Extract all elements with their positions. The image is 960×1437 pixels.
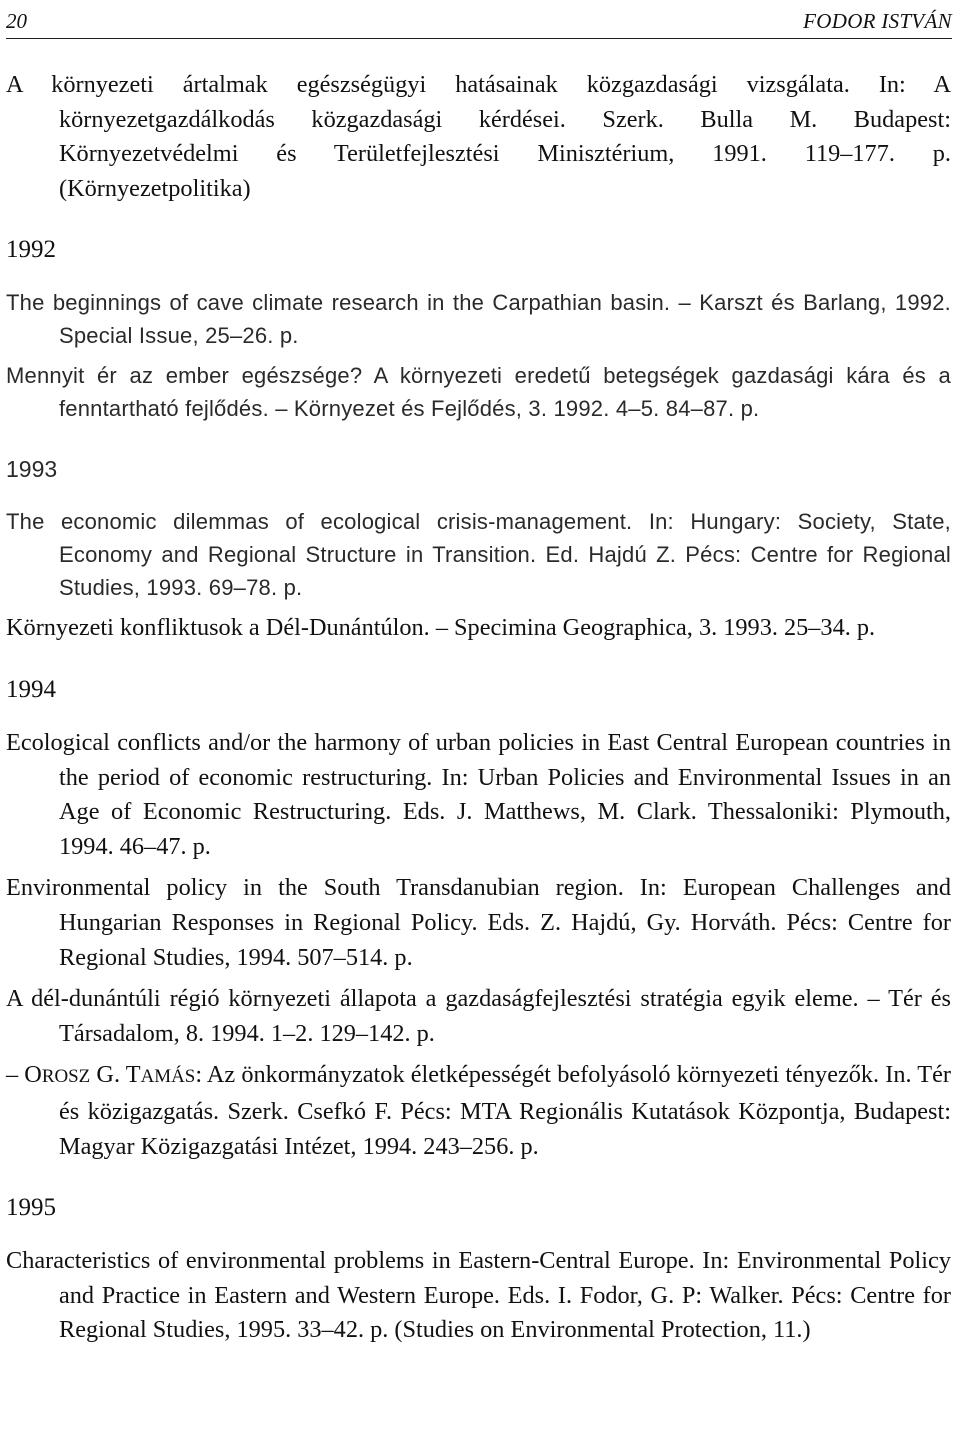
coauthor-initial-g: G.: [90, 1061, 126, 1089]
bibliography-entry: Környezeti konfliktusok a Dél-Dunántúlon. – Specimina Geographica, 3. 1993. 25–34. p.: [6, 614, 876, 642]
bibliography: [6, 68, 951, 1355]
entry-dash: –: [6, 1061, 25, 1089]
bibliography-entry: Mennyit ér az ember egészsége? A környezeti eredetű betegségek gazdasági kára és a fenntartható fejlődés. – Környezet és Fejlődés, 3. 1992. 4–5. 84–87. p.: [6, 363, 951, 422]
year-heading-1994: 1994: [6, 675, 56, 703]
bibliography-entry: A dél-dunántúli régió környezeti állapota a gazdaságfejlesztési stratégia egyik eleme. – Tér és Társadalom, 8. 1994. 1–2. 129–142. p.: [6, 985, 951, 1047]
year-heading-1995: 1995: [6, 1194, 56, 1222]
running-author: FODOR ISTVÁN: [803, 9, 952, 33]
bibliography-entry: The beginnings of cave climate research in the Carpathian basin. – Karszt és Barlang, 1992. Special Issue, 25–26. p.: [6, 290, 951, 349]
bibliography-entry-coauthored: [6, 1058, 951, 1164]
page-number: 20: [6, 9, 27, 33]
coauthor-given-initial: T: [125, 1061, 141, 1089]
coauthored-entry-text: : Az önkormányzatok életképességét befolyásoló környezeti tényezők. In. Tér és közigazgatás. Szerk. Csefkó F. Pécs: MTA Regionális Kutatások Központja, Budapest: Magyar Közigazgatási Intézet, 1994. 243–256. p.: [59, 1061, 951, 1160]
bibliography-entry: Environmental policy in the South Transdanubian region. In: European Challenges and Hungarian Responses in Regional Policy. Eds. Z. Hajdú, Gy. Horváth. Pécs: Centre for Regional Studies, 1994. 507–514. p.: [6, 874, 951, 971]
bibliography-entry: The economic dilemmas of ecological crisis-management. In: Hungary: Society, State, Economy and Regional Structure in Transition. Ed. Hajdú Z. Pécs: Centre for Regional Studies, 1993. 69–78. p.: [6, 509, 951, 601]
bibliography-entry: A környezeti ártalmak egészségügyi hatásainak közgazdasági vizsgálata. In: A környezetgazdálkodás közgazdasági kérdései. Szerk. Bulla M. Budapest: Környezetvédelmi és Területfejlesztési Minisztérium, 1991. 119–177. p. (Környezetpolitika): [6, 71, 951, 202]
coauthor-surname-initial: O: [24, 1061, 42, 1089]
coauthor-surname-rest: ROSZ: [41, 1066, 91, 1088]
coauthor-given-rest: AMÁS: [140, 1066, 196, 1088]
year-heading-1993: 1993: [6, 456, 58, 483]
bibliography-entry: Ecological conflicts and/or the harmony of urban policies in East Central European countries in the period of economic restructuring. In: Urban Policies and Environmental Issues in an Age of Economic Restructuring. Eds. J. Matthews, M. Clark. Thessaloniki: Plymouth, 1994. 46–47. p.: [6, 728, 951, 860]
bibliography-entry: Characteristics of environmental problems in Eastern-Central Europe. In: Environmental Policy and Practice in Eastern and Western Europe. Eds. I. Fodor, G. P: Walker. Pécs: Centre for Regional Studies, 1995. 33–42. p. (Studies on Environmental Protection, 11.): [6, 1247, 951, 1344]
year-heading-1992: 1992: [6, 236, 56, 264]
running-header: [6, 4, 952, 39]
